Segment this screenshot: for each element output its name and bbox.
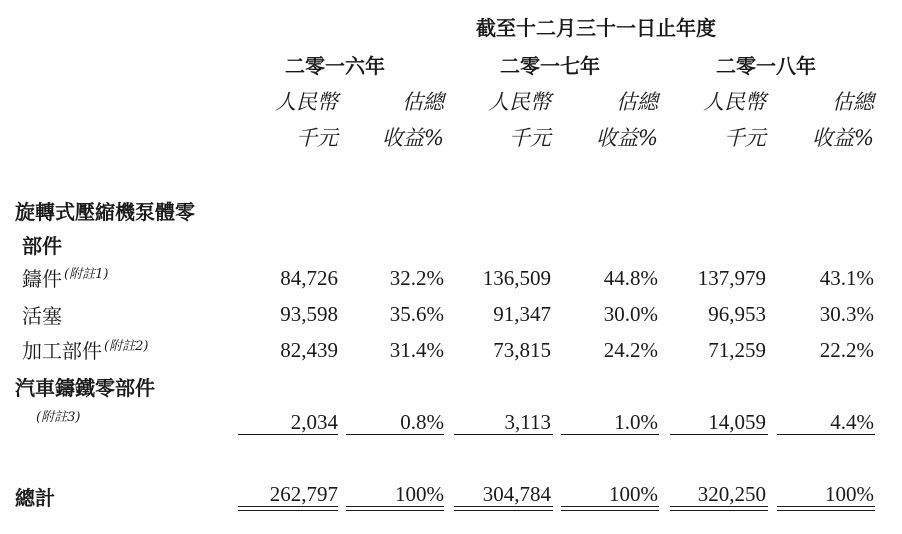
rotary-section-title: 旋轉式壓縮機泵體零 xyxy=(15,200,195,224)
machined-2018-amount: 71,259 xyxy=(708,338,766,362)
col-header-revenue-pct-2017: 收益% xyxy=(596,126,658,150)
castings-2017-pct: 44.8% xyxy=(603,266,658,290)
col-header-rmb-2018: 人民幣 xyxy=(703,90,766,114)
total-rule-bottom-2018-amount xyxy=(670,510,768,511)
piston-2016-amount: 93,598 xyxy=(280,302,338,326)
total-2018-amount: 320,250 xyxy=(697,482,766,506)
piston-2016-pct: 35.6% xyxy=(389,302,444,326)
piston-2018-pct: 30.3% xyxy=(819,302,874,326)
total-2016-amount: 262,797 xyxy=(269,482,338,506)
machined-2016-pct: 31.4% xyxy=(389,338,444,362)
machined-2016-amount: 82,439 xyxy=(280,338,338,362)
col-header-pct-2016: 估總 xyxy=(402,90,444,114)
total-2017-amount: 304,784 xyxy=(482,482,551,506)
period-header: 截至十二月三十一日止年度 xyxy=(476,16,716,40)
total-rule-top-2017-pct xyxy=(561,506,659,507)
subtotal-rule-2018-pct xyxy=(777,434,875,435)
year-2016-header: 二零一六年 xyxy=(285,54,385,78)
auto-2018-pct: 4.4% xyxy=(830,410,874,434)
subtotal-rule-2016-amount xyxy=(238,434,338,435)
total-rule-bottom-2017-amount xyxy=(454,510,553,511)
castings-note: (附註1) xyxy=(64,267,109,283)
total-rule-top-2018-amount xyxy=(670,506,768,507)
total-rule-top-2016-pct xyxy=(346,506,444,507)
col-header-pct-2018: 估總 xyxy=(832,90,874,114)
year-2018-header: 二零一八年 xyxy=(716,54,816,78)
col-header-rmb-2016: 人民幣 xyxy=(275,90,338,114)
total-2018-pct: 100% xyxy=(825,482,874,506)
col-header-pct-2017: 估總 xyxy=(616,90,658,114)
total-rule-top-2018-pct xyxy=(777,506,875,507)
castings-label-text: 鑄件 xyxy=(22,267,62,291)
piston-label: 活塞 xyxy=(22,304,62,328)
auto-parts-label: 汽車鑄鐵零部件 xyxy=(15,376,155,400)
subtotal-rule-2016-pct xyxy=(346,434,444,435)
piston-2017-amount: 91,347 xyxy=(493,302,551,326)
subtotal-rule-2017-amount xyxy=(454,434,553,435)
castings-2018-pct: 43.1% xyxy=(819,266,874,290)
auto-2016-pct: 0.8% xyxy=(400,410,444,434)
machined-2018-pct: 22.2% xyxy=(819,338,874,362)
machined-label xyxy=(22,335,148,364)
total-rule-bottom-2018-pct xyxy=(777,510,875,511)
machined-note: (附註2) xyxy=(104,339,149,355)
total-rule-top-2017-amount xyxy=(454,506,553,507)
col-header-thousand-2018: 千元 xyxy=(724,126,766,150)
col-header-rmb-2017: 人民幣 xyxy=(488,90,551,114)
machined-2017-amount: 73,815 xyxy=(493,338,551,362)
total-rule-top-2016-amount xyxy=(238,506,338,507)
auto-2016-amount: 2,034 xyxy=(290,410,338,434)
subtotal-rule-2018-amount xyxy=(670,434,768,435)
castings-2018-amount: 137,979 xyxy=(697,266,766,290)
castings-2016-amount: 84,726 xyxy=(280,266,338,290)
piston-2018-amount: 96,953 xyxy=(708,302,766,326)
subtotal-rule-2017-pct xyxy=(561,434,659,435)
total-2016-pct: 100% xyxy=(395,482,444,506)
total-label: 總計 xyxy=(15,486,55,510)
col-header-revenue-pct-2018: 收益% xyxy=(812,126,874,150)
rotary-section-title-cont: 部件 xyxy=(22,234,62,258)
machined-2017-pct: 24.2% xyxy=(603,338,658,362)
total-rule-bottom-2016-pct xyxy=(346,510,444,511)
piston-2017-pct: 30.0% xyxy=(603,302,658,326)
col-header-thousand-2016: 千元 xyxy=(296,126,338,150)
auto-2017-amount: 3,113 xyxy=(504,410,551,434)
total-rule-bottom-2016-amount xyxy=(238,510,338,511)
castings-2016-pct: 32.2% xyxy=(389,266,444,290)
col-header-revenue-pct-2016: 收益% xyxy=(382,126,444,150)
total-2017-pct: 100% xyxy=(609,482,658,506)
auto-2018-amount: 14,059 xyxy=(708,410,766,434)
col-header-thousand-2017: 千元 xyxy=(509,126,551,150)
total-rule-bottom-2017-pct xyxy=(561,510,659,511)
castings-label xyxy=(22,263,108,292)
machined-label-text: 加工部件 xyxy=(22,339,102,363)
auto-2017-pct: 1.0% xyxy=(614,410,658,434)
auto-parts-note: (附註3) xyxy=(36,410,81,425)
year-2017-header: 二零一七年 xyxy=(500,54,600,78)
castings-2017-amount: 136,509 xyxy=(482,266,551,290)
